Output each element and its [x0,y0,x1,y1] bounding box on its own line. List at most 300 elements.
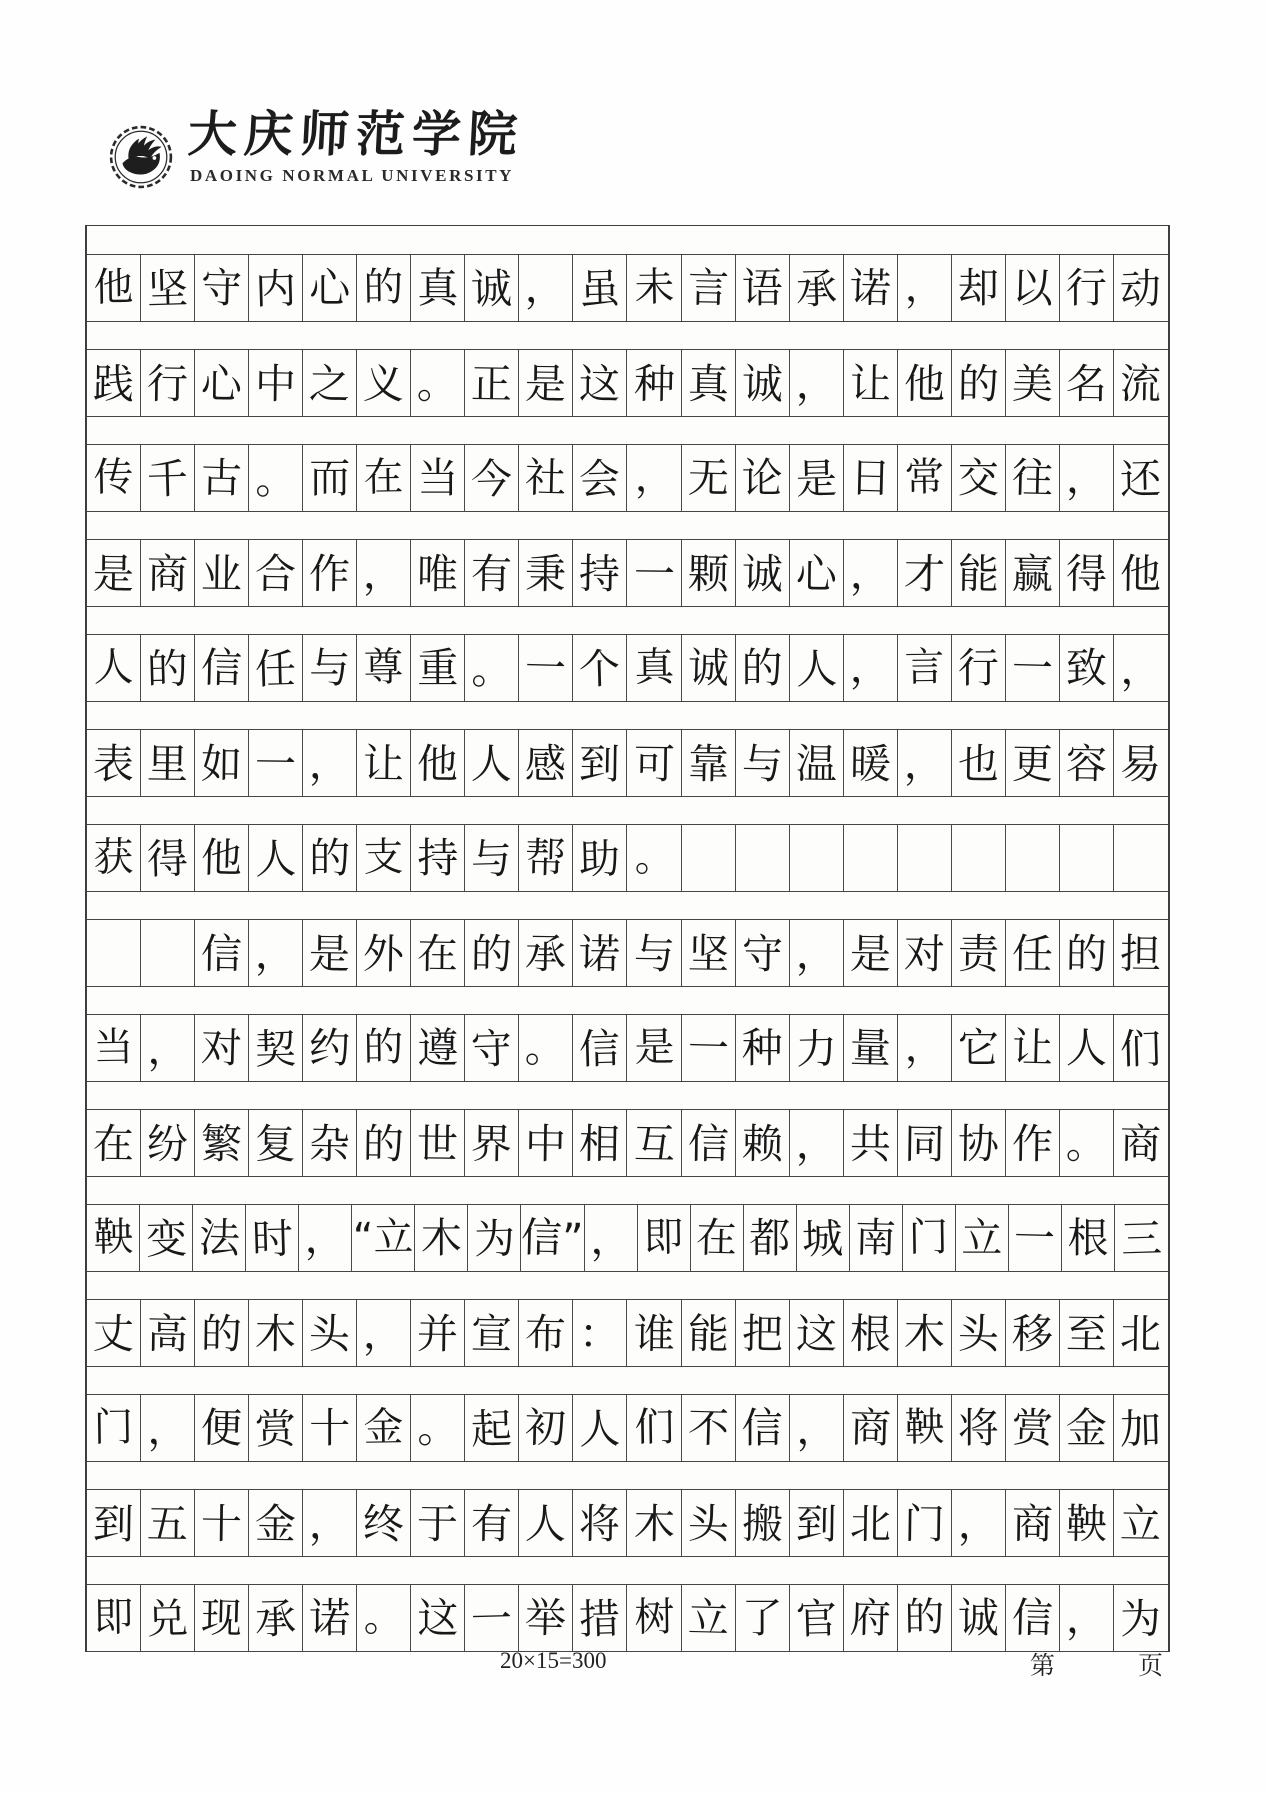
grid-cell [627,1110,681,1176]
handwritten-character: 的 [904,1592,945,1641]
grid-cell [411,1300,465,1366]
grid-cell [519,635,573,701]
handwritten-character: 相 [579,1119,621,1168]
handwritten-character: 人 [1065,1023,1107,1072]
handwritten-character: 与 [309,643,351,692]
handwritten-character: 城 [801,1213,844,1264]
grid-cell [87,920,141,986]
grid-row [87,349,1168,417]
grid-row [87,1584,1168,1652]
grid-cell [736,635,790,701]
handwritten-character: 是 [308,929,351,978]
handwritten-character: 杂 [308,1119,351,1168]
grid-cell [627,1395,681,1461]
grid-cell [465,255,519,321]
handwritten-character: 有 [471,549,513,598]
grid-cell [790,1490,844,1556]
handwritten-character: 还 [1119,453,1163,504]
grid-cell [249,350,303,416]
handwritten-character: 任 [1011,929,1054,978]
grid-cell [195,350,249,416]
grid-cell [898,445,952,511]
handwritten-character: 赢 [1011,549,1054,598]
handwritten-character: 北 [1120,1309,1162,1358]
handwritten-character: 即 [643,1212,684,1261]
grid-cell [357,1300,411,1366]
grid-cell [790,1110,844,1176]
grid-cell [1060,635,1114,701]
handwritten-character: 靠 [687,739,729,788]
grid-row [87,1299,1168,1367]
handwritten-character: 将 [579,1499,621,1548]
grid-cell [573,1395,627,1461]
handwritten-character: 。 [470,643,514,694]
handwritten-character: 木 [420,1213,462,1262]
grid-cell [627,730,681,796]
handwritten-character: 布 [525,1309,567,1358]
handwritten-character: 种 [633,359,675,408]
grid-cell [573,445,627,511]
handwritten-character: 这 [579,359,621,408]
grid-cell [195,1490,249,1556]
handwritten-character: 传 [93,452,134,501]
grid-cell [519,1300,573,1366]
grid-cell [844,1110,898,1176]
handwritten-character: ， [849,643,892,692]
grid-cell [141,445,195,511]
grid-cell [141,825,195,891]
grid-row-spacer [87,1557,1168,1584]
handwritten-character: ， [304,1213,346,1262]
grid-cell [303,635,357,701]
grid-row-spacer [87,417,1168,444]
handwritten-character: 在 [92,1119,135,1168]
grid-cell [573,1110,627,1176]
grid-cell [682,540,736,606]
handwritten-character: 承 [254,1593,297,1644]
grid-cell [736,1490,790,1556]
grid-cell [411,255,465,321]
grid-cell [303,1015,357,1081]
grid-cell [465,350,519,416]
grid-cell [87,540,141,606]
handwritten-character: 助 [578,833,622,884]
handwritten-character: 举 [524,1593,567,1642]
handwritten-character: 守 [200,263,243,312]
handwritten-character: 而 [309,453,351,502]
grid-cell [1006,1110,1060,1176]
handwritten-character: 千 [146,453,189,504]
grid-cell [468,1205,521,1271]
grid-cell [1115,1205,1168,1271]
handwritten-character: 诚 [957,1593,999,1642]
handwritten-character: 的 [309,833,351,882]
grid-cell [898,1300,952,1366]
grid-row-spacer [87,987,1168,1014]
grid-row-spacer [87,607,1168,634]
handwritten-character: 的 [363,1022,404,1071]
grid-cell [573,1490,627,1556]
handwritten-character: ， [146,1403,189,1454]
handwritten-character: 这 [417,1593,459,1642]
grid-cell [87,1585,141,1651]
grid-cell [903,1205,956,1271]
grid-row [87,919,1168,987]
grid-cell [573,350,627,416]
handwritten-character: 也 [957,739,1000,788]
handwritten-character: 们 [1119,1023,1163,1074]
handwritten-character: 之 [308,359,351,408]
grid-cell [1114,350,1168,416]
grid-cell [1060,730,1114,796]
grid-cell [682,1110,736,1176]
handwritten-character: 真 [417,263,459,312]
grid-cell [303,920,357,986]
handwritten-character: 他 [903,359,946,408]
handwritten-character: 到 [92,1499,135,1548]
grid-cell [141,1015,195,1081]
grid-cell [519,730,573,796]
grid-cell [140,1205,193,1271]
grid-cell [1006,1395,1060,1461]
handwritten-character: 到 [579,739,621,788]
grid-cell [1060,1015,1114,1081]
grid-cell [1060,1585,1114,1651]
grid-cell [573,1015,627,1081]
handwritten-character: 论 [741,453,783,502]
handwritten-character: 法 [197,1213,241,1262]
handwritten-character: 温 [795,739,837,788]
grid-cell [303,1300,357,1366]
handwritten-character: 责 [957,929,1000,978]
grid-cell [141,1585,195,1651]
grid-cell [736,825,790,891]
handwritten-character: 合 [254,549,297,598]
grid-cell [682,730,736,796]
grid-cell [790,1395,844,1461]
handwritten-character: 与 [470,833,514,884]
handwritten-character: 他 [200,833,243,882]
handwritten-character: 行 [146,359,189,408]
handwritten-character: 它 [957,1023,999,1072]
grid-cell [87,350,141,416]
handwritten-character: ， [1119,643,1163,694]
grid-cell [898,1395,952,1461]
grid-cell [249,1585,303,1651]
handwritten-character: 门 [903,1499,946,1548]
handwritten-character: 立 [1120,1499,1162,1548]
grid-row [87,254,1168,322]
handwritten-character: 常 [904,452,945,501]
handwritten-character: 并 [416,1309,459,1358]
handwritten-character: 木 [633,1499,675,1548]
handwritten-character: 北 [849,1499,892,1548]
grid-cell [627,350,681,416]
handwritten-character: 协 [957,1119,1000,1168]
grid-cell [790,920,844,986]
handwritten-character: 们 [633,1402,675,1451]
grid-cell [1114,1110,1168,1176]
grid-cell [682,825,736,891]
grid-cell [627,1300,681,1366]
handwritten-character: 更 [1011,739,1054,788]
handwritten-character: ， [849,549,892,598]
grid-cell [1060,1490,1114,1556]
handwritten-character: 头 [308,1309,351,1358]
grid-cell [1114,1585,1168,1651]
grid-cell [573,540,627,606]
handwritten-character: 到 [795,1499,837,1548]
grid-cell [357,1395,411,1461]
handwritten-character: 对 [200,1023,243,1072]
grid-cell [519,255,573,321]
handwritten-character: 真 [687,359,729,408]
handwritten-character: 易 [1120,739,1162,788]
handwritten-character: 木 [903,1309,946,1358]
grid-cell [87,825,141,891]
handwritten-character: ， [362,549,405,598]
grid-cell [844,920,898,986]
grid-cell [898,1585,952,1651]
handwritten-character: 一 [254,739,297,788]
grid-cell [303,1395,357,1461]
grid-top-margin [87,226,1168,254]
handwritten-character: 今 [470,453,514,504]
handwritten-character: 守 [741,929,783,978]
handwritten-character: ， [795,359,837,408]
grid-cell [411,1395,465,1461]
handwritten-character: 于 [416,1499,459,1548]
grid-cell [744,1205,797,1271]
grid-cell [1060,1395,1114,1461]
grid-cell [844,540,898,606]
handwritten-character: 谁 [633,1309,675,1358]
page-number-prefix: 第 [1030,1653,1056,1680]
grid-cell [844,1015,898,1081]
grid-cell [682,1015,736,1081]
handwritten-character: 便 [200,1403,243,1452]
handwritten-character: 了 [741,1593,783,1642]
handwritten-character: 种 [741,1023,783,1072]
grid-cell [87,1490,141,1556]
grid-cell [195,445,249,511]
grid-cell [1006,1300,1060,1366]
page-number-suffix: 页 [1138,1653,1164,1680]
handwritten-character: 信 [1011,1593,1054,1642]
grid-cell [1114,1015,1168,1081]
grid-cell [519,540,573,606]
grid-cell [736,1110,790,1176]
grid-cell [249,445,303,511]
grid-cell [141,1395,195,1461]
grid-cell [627,635,681,701]
grid-cell [844,1395,898,1461]
handwritten-character: 人 [795,643,838,694]
grid-cell [1060,540,1114,606]
grid-row-spacer [87,1177,1168,1204]
handwritten-character: 现 [200,1593,243,1642]
grid-cell [357,635,411,701]
handwritten-character: 约 [309,1023,351,1072]
grid-cell [898,255,952,321]
handwritten-character: 义 [362,359,405,408]
grid-cell [1006,730,1060,796]
handwritten-character: 与 [741,739,783,788]
handwritten-character: 往 [1011,453,1054,502]
grid-cell [141,920,195,986]
handwritten-character: ， [633,452,675,501]
handwritten-character: ： [579,1309,621,1358]
handwritten-character: 是 [525,359,567,408]
grid-cell [627,920,681,986]
handwritten-character: 遵 [417,1023,459,1072]
handwritten-character: 根 [1067,1213,1109,1262]
grid-cell [303,255,357,321]
handwritten-character: 持 [417,833,459,882]
grid-cell [790,350,844,416]
grid-cell [465,1300,519,1366]
handwritten-character: 得 [146,833,189,884]
handwritten-character: 坚 [146,263,189,314]
grid-cell [87,1015,141,1081]
grid-cell [303,350,357,416]
handwritten-character: ， [254,929,297,978]
handwritten-character: ， [524,263,567,312]
handwritten-character: 任 [254,643,297,694]
grid-cell [736,1300,790,1366]
handwritten-character: 人 [471,739,513,788]
handwritten-character: 表 [92,739,135,788]
grid-cell [844,825,898,891]
grid-cell [1114,445,1168,511]
handwritten-character: 。 [363,1592,404,1641]
handwritten-character: 在 [416,929,459,978]
handwritten-character: 在 [695,1213,738,1262]
grid-cell [87,1205,140,1271]
handwritten-character: 把 [741,1309,783,1358]
grid-cell [249,730,303,796]
handwritten-character: 时 [250,1213,294,1264]
grid-cell [736,730,790,796]
handwritten-character: 量 [849,1023,892,1072]
grid-row [87,444,1168,512]
handwritten-character: 丈 [92,1309,135,1358]
handwritten-character: 府 [849,1593,892,1642]
grid-cell [627,1015,681,1081]
grid-cell [627,825,681,891]
grid-cell [519,1490,573,1556]
handwritten-character: ， [308,1499,351,1548]
handwritten-character: 一 [470,1593,514,1644]
grid-cell [195,255,249,321]
grid-cell [195,1585,249,1651]
grid-cell [141,350,195,416]
handwritten-character: 可 [633,739,675,788]
grid-cell [1006,540,1060,606]
grid-cell [898,540,952,606]
grid-cell [303,1490,357,1556]
grid-cell [844,730,898,796]
grid-cell [736,920,790,986]
handwritten-character: 语 [741,263,783,312]
grid-cell [790,730,844,796]
handwritten-character: 变 [144,1213,188,1264]
grid-cell [790,255,844,321]
grid-cell [87,1110,141,1176]
grid-cell [465,1395,519,1461]
handwritten-character: 赏 [254,1403,297,1454]
handwritten-character: 十 [309,1403,351,1452]
handwritten-character: 能 [957,549,1000,598]
grid-cell [519,920,573,986]
handwritten-character: 作 [1011,1119,1054,1168]
handwritten-character: 加 [1119,1403,1163,1454]
handwritten-character: 。 [524,1023,567,1072]
handwritten-character: 。 [1065,1119,1108,1168]
handwritten-character: 木 [254,1309,297,1358]
handwritten-character: 心 [309,263,351,312]
grid-cell [691,1205,744,1271]
handwritten-character: 南 [854,1213,897,1262]
handwritten-character: 担 [1120,929,1162,978]
handwritten-character: ， [795,1403,838,1454]
handwritten-character: 能 [687,1309,729,1358]
grid-cell [249,540,303,606]
grid-row [87,539,1168,607]
handwritten-character: ， [362,1309,405,1358]
grid-cell [303,825,357,891]
grid-cell [573,1585,627,1651]
handwritten-character: 却 [957,263,999,312]
handwritten-character: 一 [1011,643,1054,692]
handwritten-character: 行 [1065,263,1107,312]
grid-cell [573,825,627,891]
handwritten-character: 的 [363,262,404,311]
handwritten-character: 立 [961,1213,1003,1262]
handwritten-character: 得 [1065,549,1108,598]
grid-cell [465,1110,519,1176]
handwritten-character: 交 [957,453,999,502]
grid-cell [249,920,303,986]
grid-cell [898,1015,952,1081]
handwritten-character: 诺 [579,929,621,978]
handwritten-character: 是 [633,1022,675,1071]
grid-cell [898,635,952,701]
handwritten-character: ， [903,739,946,788]
grid-cell [682,920,736,986]
handwritten-character: 高 [146,1309,189,1358]
grid-cell [952,1490,1006,1556]
grid-cell [1006,350,1060,416]
grid-cell [1114,825,1168,891]
handwritten-character: 致 [1065,643,1107,692]
university-name-chinese: 大庆师范学院 [186,106,526,163]
handwritten-character: 有 [471,1499,513,1548]
grid-cell [682,445,736,511]
grid-cell [249,1395,303,1461]
handwritten-character: 诺 [849,263,892,312]
grid-cell [141,255,195,321]
handwritten-character: 三 [1120,1213,1163,1264]
grid-cell [898,1490,952,1556]
grid-cell [627,445,681,511]
grid-cell [411,825,465,891]
grid-cell [1006,445,1060,511]
grid-cell [956,1205,1009,1271]
grid-cell [573,255,627,321]
grid-cell [357,920,411,986]
grid-cell [682,1395,736,1461]
